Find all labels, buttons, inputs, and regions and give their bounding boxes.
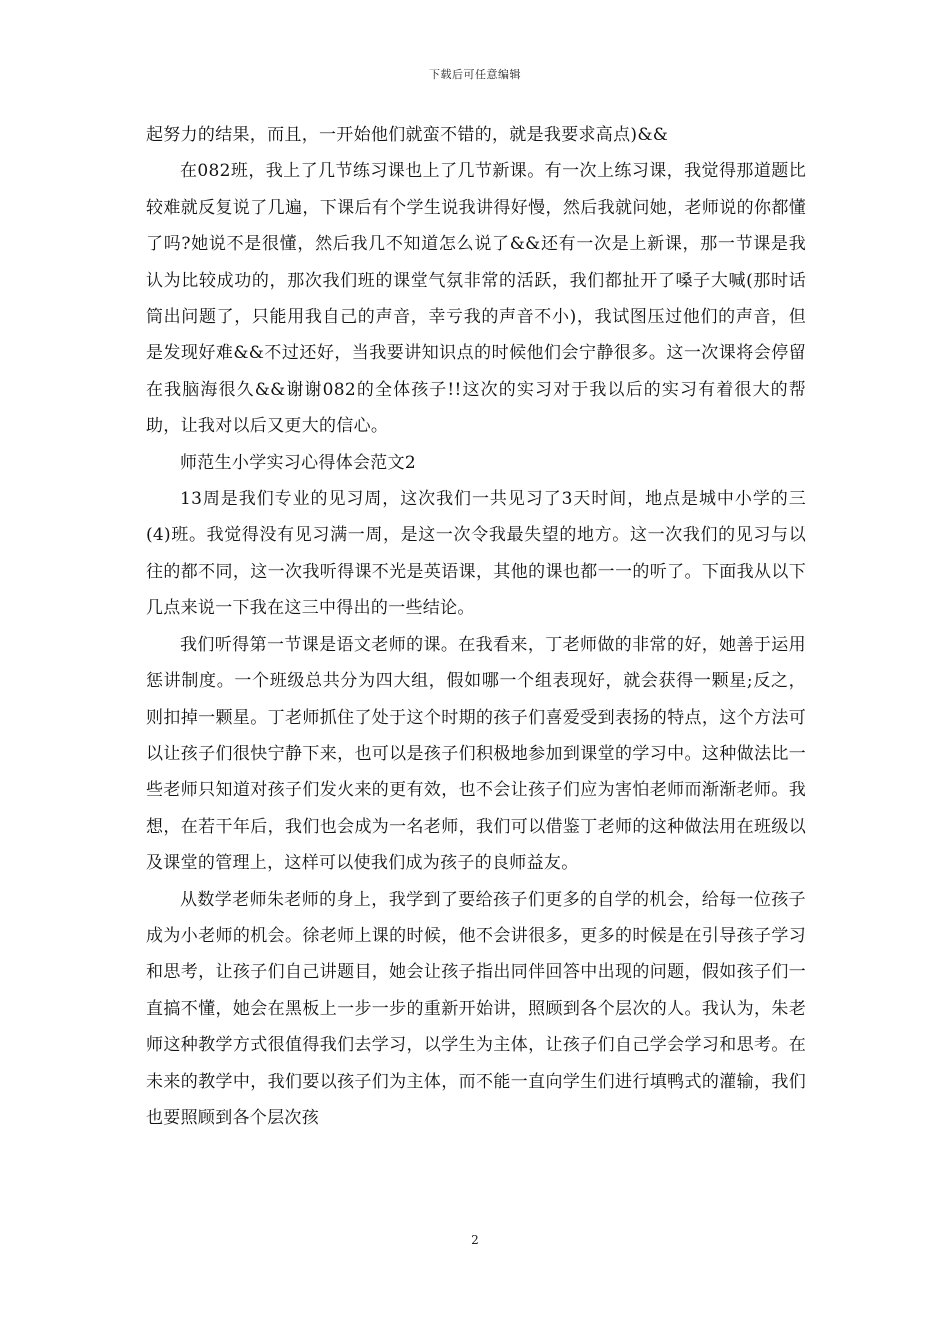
page-header: 下载后可任意编辑 [429,68,521,81]
page-number: 2 [471,1233,479,1247]
paragraph-5: 从数学老师朱老师的身上，我学到了要给孩子们更多的自学的机会，给每一位孩子成为小老师的机会。徐老师上课的时候，他不会讲很多，更多的时候是在引导孩子学习和思考，让孩子们自己讲题目，她会让孩子指出同伴回答中出现的问题，假如孩子们一直搞不懂，她会在黑板上一步一步的重新开始讲，照顾到各个层次的人。我认为，朱老师这种教学方式很值得我们去学习，以学生为主体，让孩子们自己学会学习和思考。在未来的教学中，我们要以孩子们为主体，而不能一直向学生们进行填鸭式的灌输，我们也要照顾到各个层次孩 [146,889,806,1128]
paragraph-1: 起努力的结果，而且，一开始他们就蛮不错的，就是我要求高点)&& [146,125,669,145]
paragraph-2: 在082班，我上了几节练习课也上了几节新课。有一次上练习课，我觉得那道题比较难就反复说了几遍，下课后有个学生说我讲得好慢，然后我就问她，老师说的你都懂了吗?她说不是很懂，然后我几不知道怎么说了&&还有一次是上新课，那一节课是我认为比较成功的，那次我们班的课堂气氛非常的活跃，我们都扯开了嗓子大喊(那时话筒出问题了，只能用我自己的声音，幸亏我的声音不小)，我试图压过他们的声音，但是发现好难&&不过还好，当我要讲知识点的时候他们会宁静很多。这一次课将会停留在我脑海很久&&谢谢082的全体孩子!!这次的实习对于我以后的实习有着很大的帮助，让我对以后又更大的信心。 [146,161,806,437]
paragraph-3: 13周是我们专业的见习周，这次我们一共见习了3天时间，地点是城中小学的三(4)班。我觉得没有见习满一周，是这一次令我最失望的地方。这一次我们的见习与以往的都不同，这一次我听得课不光是英语课，其他的课也都一一的听了。下面我从以下几点来说一下我在这三中得出的一些结论。 [146,489,806,619]
section-heading: 师范生小学实习心得体会范文2 [180,452,417,473]
paragraph-4: 我们听得第一节课是语文老师的课。在我看来，丁老师做的非常的好，她善于运用惩讲制度。一个班级总共分为四大组，假如哪一个组表现好，就会获得一颗星;反之，则扣掉一颗星。丁老师抓住了处于这个时期的孩子们喜爱受到表扬的特点，这个方法可以让孩子们很快宁静下来，也可以是孩子们积极地参加到课堂的学习中。这种做法比一些老师只知道对孩子们发火来的更有效，也不会让孩子们应为害怕老师而渐渐老师。我想，在若干年后，我们也会成为一名老师，我们可以借鉴丁老师的这种做法用在班级以及课堂的管理上，这样可以使我们成为孩子的良师益友。 [146,634,806,874]
document-body [146,117,806,1136]
